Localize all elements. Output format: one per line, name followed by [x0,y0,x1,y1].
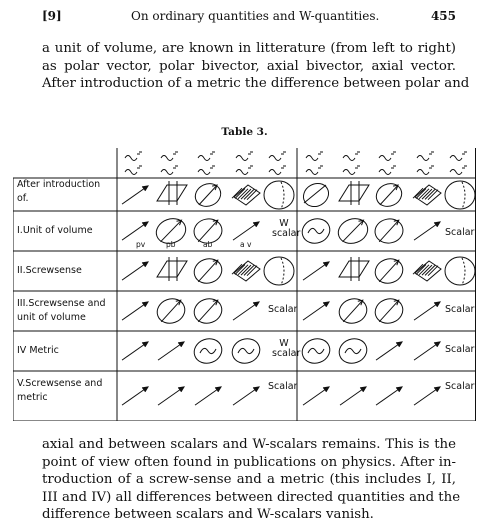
page-number: 455 [430,9,456,23]
vector-arrow-glyph [414,342,440,360]
bottom-paragraph [42,436,461,524]
row-label-metric [17,344,117,358]
vector-arrow-glyph [158,387,184,405]
row-label-line: I.Unit of volume [17,225,93,236]
vector-arrow-glyph [122,342,148,360]
row-label-after-introduction [17,178,117,206]
text-line: axial and between scalars and W-scalars remains. This is the [42,437,456,452]
sublabel-pv: pv [136,240,146,249]
vector-arrow-glyph [195,387,221,405]
vector-arrow-glyph [414,302,440,320]
text-line: After introduction of a metric the difference between polar and [42,76,470,91]
hatched-volume-glyph [413,261,441,281]
text-line: a unit of volume, are known in litterature (from left to right) [42,41,456,56]
vector-arrow-glyph [122,222,148,240]
tensor-symbol-glyph [125,166,142,175]
tensor-symbol-glyph [161,166,178,175]
sublabel-pb: pb [166,240,176,249]
row-label-screwsense-unit-volume [17,297,117,325]
vector-arrow-glyph [414,387,440,405]
screw-glyph [336,335,371,367]
tensor-symbol-glyph [198,166,215,175]
vector-arrow-glyph [303,387,329,405]
row-label-line: unit of volume [17,312,86,323]
vector-arrow-glyph [303,262,329,280]
tensor-symbol-glyph [306,152,323,161]
w-scalar-label [272,338,301,359]
screw-glyph [191,335,226,367]
w-scalar-top: W [279,338,289,349]
vector-arrow-glyph [414,222,440,240]
vector-arrow-glyph [233,222,259,240]
row-label-unit-of-volume [17,224,117,238]
section-number: [9] [42,9,62,23]
bivector-loop-glyph [373,180,406,211]
tensor-symbol-glyph [236,166,253,175]
text-line: difference between scalars and W-scalars vanish. [42,507,374,522]
vector-arrow-glyph [122,302,148,320]
tensor-symbol-glyph [343,166,360,175]
text-line: troduction of a screw-sense and a metric (this includes I, II, [42,472,456,487]
vector-arrow-glyph [303,302,329,320]
tensor-symbol-glyph [125,152,142,161]
scalar-label: Scalar [268,381,298,392]
vector-arrow-glyph [376,387,402,405]
twisted-plane-glyph [157,257,187,281]
top-paragraph [42,40,470,93]
w-scalar-label [272,218,301,239]
bivector-loop-glyph [335,215,371,248]
bivector-loop-glyph [191,295,226,327]
vector-arrow-glyph [376,342,402,360]
running-header [42,9,456,25]
hatched-volume-glyph [413,185,441,205]
tensor-symbol-glyph [417,166,434,175]
tensor-symbol-glyph [269,152,286,161]
volume-sphere-glyph [264,257,294,285]
twisted-loop-glyph [299,179,333,211]
scalar-label: Scalar [268,304,298,315]
row-label-line: III.Screwsense and [17,298,106,309]
scalar-label: Scalar [445,304,475,315]
w-scalar-bottom: scalar [272,348,301,359]
bivector-loop-glyph [191,255,226,287]
text-line: as polar vector, polar bivector, axial bivector, axial vector. [42,58,456,74]
bivector-loop-glyph [373,217,405,245]
twisted-plane-glyph [157,181,187,205]
screw-glyph [229,335,264,367]
bivector-loop-glyph [336,295,371,327]
vector-arrow-glyph [122,262,148,280]
twisted-plane-glyph [339,257,369,281]
vector-arrow-glyph [122,186,148,204]
volume-sphere-glyph [445,257,475,285]
row-label-screwsense [17,264,117,278]
volume-sphere-glyph [264,181,294,209]
twisted-plane-glyph [339,181,369,205]
w-scalar-top: W [279,218,289,229]
tensor-symbol-glyph [269,166,286,175]
tensor-symbol-glyph [379,166,396,175]
vector-arrow-glyph [122,387,148,405]
scalar-label: Scalar [445,381,475,392]
tensor-symbol-glyph [343,152,360,161]
tensor-symbol-glyph [450,166,467,175]
hatched-volume-glyph [232,261,260,281]
hatched-volume-glyph [232,185,260,205]
sublabel-ab: ab [203,240,213,249]
row-label-screwsense-metric [17,377,117,405]
volume-sphere-glyph [445,181,475,209]
tensor-symbol-glyph [450,152,467,161]
screw-glyph [299,335,334,367]
bivector-loop-glyph [372,295,407,327]
header-title: On ordinary quantities and W-quantities. [131,9,380,23]
row-label-line: II.Screwsense [17,265,82,276]
tensor-symbols-header [125,152,467,175]
text-line: III and IV) all differences between directed quantities and the [42,489,461,505]
vector-arrow-glyph [158,342,184,360]
vector-arrow-glyph [233,302,259,320]
tensor-symbol-glyph [161,152,178,161]
row-label-line: metric [17,392,48,403]
tensor-symbol-glyph [306,166,323,175]
table-caption: Table 3. [221,126,268,138]
row-label-line: IV Metric [17,345,59,356]
sublabel-av: a v [240,240,252,249]
row-label-line: of. [17,193,29,204]
tensor-symbol-glyph [198,152,215,161]
row-label-line: V.Screwsense and [17,378,103,389]
w-scalar-bottom: scalar [272,228,301,239]
bivector-loop-glyph [192,180,225,211]
scalar-label: Scalar [445,227,475,238]
screw-glyph [299,215,334,247]
text-line: point of view often found in publications on physics. After in- [42,454,456,470]
scalar-label: Scalar [445,344,475,355]
row-label-line: After introduction [17,179,101,190]
vector-arrow-glyph [233,387,259,405]
vector-arrow-glyph [340,387,366,405]
bivector-loop-glyph [154,295,189,327]
tensor-symbol-glyph [379,152,396,161]
bivector-loop-glyph [372,255,407,287]
tensor-symbol-glyph [417,152,434,161]
tensor-symbol-glyph [236,152,253,161]
